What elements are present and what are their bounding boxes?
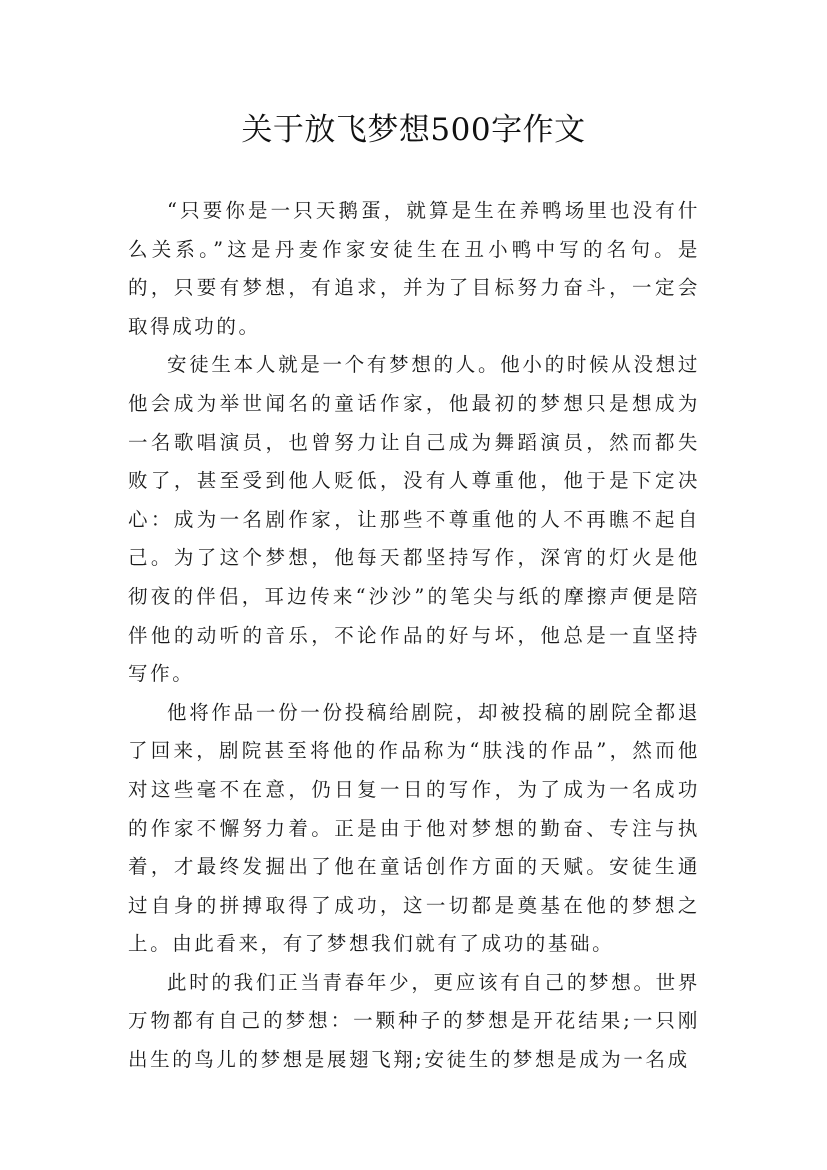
paragraph-4: 此时的我们正当青春年少，更应该有自己的梦想。世界万物都有自己的梦想：一颗种子的梦想是开花结果;一只刚出生的鸟儿的梦想是展翅飞翔;安徒生的梦想是成为一名成 bbox=[128, 970, 700, 1072]
paragraph-2: 安徒生本人就是一个有梦想的人。他小的时候从没想过他会成为举世闻名的童话作家，他最初的梦想只是想成为一名歌唱演员，也曾努力让自己成为舞蹈演员，然而都失败了，甚至受到他人贬低，没有人尊重他，他于是下定决心：成为一名剧作家，让那些不尊重他的人不再瞧不起自己。为了这个梦想，他每天都坚持写作，深宵的灯火是他彻夜的伴侣，耳边传来“沙沙”的笔尖与纸的摩擦声便是陪伴他的动听的音乐，不论作品的好与坏，他总是一直坚持写作。 bbox=[128, 353, 700, 686]
document-body bbox=[128, 192, 700, 1080]
paragraph-3: 他将作品一份一份投稿给剧院，却被投稿的剧院全都退了回来，剧院甚至将他的作品称为“肤浅的作品”，然而他对这些毫不在意，仍日复一日的写作，为了成为一名成功的作家不懈努力着。正是由于他对梦想的勤奋、专注与执着，才最终发掘出了他在童话创作方面的天赋。安徒生通过自身的拼搏取得了成功，这一切都是奠基在他的梦想之上。由此看来，有了梦想我们就有了成功的基础。 bbox=[128, 700, 700, 956]
paragraph-1: “只要你是一只天鹅蛋，就算是生在养鸭场里也没有什么关系。”这是丹麦作家安徒生在丑小鸭中写的名句。是的，只要有梦想，有追求，并为了目标努力奋斗，一定会取得成功的。 bbox=[128, 199, 700, 338]
document-title: 关于放飞梦想500字作文 bbox=[241, 112, 586, 148]
